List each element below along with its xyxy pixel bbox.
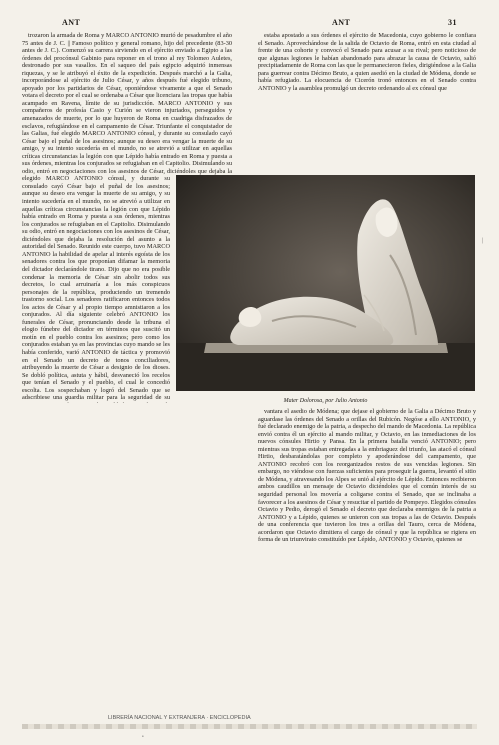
photo-mater-dolorosa xyxy=(176,175,475,391)
paragraph: vantara el asedio de Módena; que dejase el gobierno de la Galia a Décimo Bruto y aguardase las órdenes del Senado a orillas del Rubicón. Negóse a ello ANTONIO, y fué declarado enemigo de la patria, a despecho del mando de Macedonia. La república envió contra él un ejército al mando militar, y Octavio, en las inmediaciones de los nuevos cónsules Hirtio y Pansa. En la primera batalla venció ANTONIO; pero mientras sus tropas estaban entregadas a la embriaguez del triunfo, las atacó el cónsul Hirtio, desbaratándolas por completo y apoderándose del campamento, que ANTONIO recobró con los reorganizados restos de sus vencidas legiones. Sin embargo, no viéndose con fuerzas suficientes para proseguir la guerra, levantó el sitio de Módena, y atravesando los Alpes se unió al ejército de Lépido. Entonces recibieron ambos caudillos un mensaje de Octavio diciéndoles que el común interés de su seguridad personal los movería a coligarse contra el Senado, que se inclinaba a favorecer a los asesinos de César y resucitar el partido de Pompeyo. Elegidos cónsules Octavio y Pedio, derogó el Senado el decreto que declaraba enemigos de la patria a ANTONIO y a Lépido, quienes se unieron con sus tropas a las de Octavio. Después de una conferencia que tuvieron los tres a orillas del Tauro, cerca de Módena, acordaron que Octavio dimitiera el cargo de cónsul y que la república se rigiera en forma de un triunvirato constituído por Lépido, ANTONIO y Octavio, quienes se xyxy=(258,408,476,544)
column-right-bottom xyxy=(258,408,476,703)
column-right-top xyxy=(258,32,476,175)
column-left-beside-photo xyxy=(22,175,170,403)
footer-rule xyxy=(22,724,477,729)
paragraph-continued: elegido MARCO ANTONIO cónsul, y durante su consulado cayó César bajo el puñal de los asesinos; aunque su deseo era vengar la muerte de su amigo, y su intento sucedería en el mundo, no se atrevió a utilizar en aquellas críticas circunstancias la legión con que Lépido había entrado en Roma y puesta a sus órdenes, mientras los conjurados se refugiaban en el Capitolio. Disimulando su odio, entró en negociaciones con los asesinos de César, diciéndoles que dejaba la resolución del asunto a la autoridad del Senado. Reunido este cuerpo, tuvo MARCO ANTONIO la habilidad de apelar al interés egoísta de los senadores contra los que proponían difamar la memoria del dictador declarándole tirano. Dijo que no era posible condenar la memoria de César sin abolir todos sus decretos, lo cual arruinaría a los más conspicuos personajes de la república, produciendo un tremendo trastorno social. Los senadores ratificaron entonces todos los actos de César y al propio tiempo amnistiaron a los conjurados. Al día siguiente celebró ANTONIO los funerales de César, pronunciando desde la tribuna el elogio fúnebre del dictador en términos que suscitó un motín en el pueblo contra los asesinos; pero como los conjurados estaban ya en las provincias cuyo mando se les había conferido, varió ANTONIO de táctica y promovió en el Senado un decreto de tonos conciliadores, atribuyendo la muerte de César a designio de los dioses. Se dobló política, astuta y hábil, desvaneció los recelos que tenían el Senado y el pueblo, el cual le concedió escolta. Los sospechaban y logró del Senado que se adscribiese una guardia militar para la seguridad de su xyxy=(22,175,170,402)
column-left-top xyxy=(22,32,232,175)
page-number: 31 xyxy=(448,18,457,27)
running-head-left: ANT xyxy=(62,18,81,27)
photo-caption: Mater Dolorosa, por Julio Antonio xyxy=(283,398,368,404)
paragraph: trozaron la armada de Roma y MARCO ANTONIO murió de pesadumbre el año 75 antes de J. C. || Famoso político y general romano, hijo del precedente (83-30 antes de J. C.). Comenzó su carrera sirviendo en el ejército enviado a Egipto a las órdenes del procónsul Gabinio para reponer en el trono al rey Tolomeo Auletes, destronado por sus vasallos. En el saqueo del país egipcio adquirió inmensas riquezas, y se le atribuyó el éxito de la expedición. Después marchó a la Galia, incorporándose al ejército de Julio César, y años después fué elegido tribuno, apoyado por los partidarios de César, oponiéndose vivamente a que el Senado votara el decreto por el cual se ordenaba a César que licenciara las tropas que había acampado en Ravena, límite de su jurisdicción. MARCO ANTONIO y sus compañeros de profesía Casio y Curión se vieron injuriados, perseguidos y amenazados de muerte, por lo que huyeron de Roma en cuadriga disfrazados de esclavos, refugiándose en el campamento de César. Triunfante el conquistador de las Galias, fué elegido MARCO ANTONIO cónsul, y durante su consulado cayó César bajo el puñal de los asesinos; aunque su deseo era vengar la muerte de su amigo, y su intento sucedería en el mundo, no se atrevió a utilizar en aquellas críticas circunstancias la legión con que Lépido había entrado en Roma y puesta a sus órdenes, mientras los conjurados se refugiaban en el Capitolio. Disimulando su odio, entró en negociaciones con los asesinos de César, diciéndoles que dejaba la xyxy=(22,32,232,175)
margin-mark: | xyxy=(482,238,484,244)
running-head-center: ANT xyxy=(332,18,351,27)
column-left-bottom xyxy=(22,403,232,703)
bottom-mark: • xyxy=(142,735,144,740)
sculpture-image xyxy=(176,175,475,391)
paragraph: estaba apostado a sus órdenes el ejército de Macedonia, cuyo gobierno le confiara el Senado. Aprovechándose de la salida de Octavio de Roma, entró en esta ciudad al frente de una cohorte y convocó el Senado para acusar a su rival; pero noticioso de que algunas legiones le habían abandonado para abrazar la causa de Octavio, salió precipitadamente de Roma con las que le permanecieron fieles, dirigiéndose a la Galia para guerrear contra Décimo Bruto, a quien asedió en la ciudad de Módena, donde se había refugiado. La elocuencia de Cicerón tronó entonces en el Senado contra ANTONIO y la asamblea promulgó un decreto ordenando al ex cónsul que xyxy=(258,32,476,92)
footer-text: LIBRERÍA NACIONAL Y EXTRANJERA · ENCICLOPEDIA xyxy=(108,715,251,721)
